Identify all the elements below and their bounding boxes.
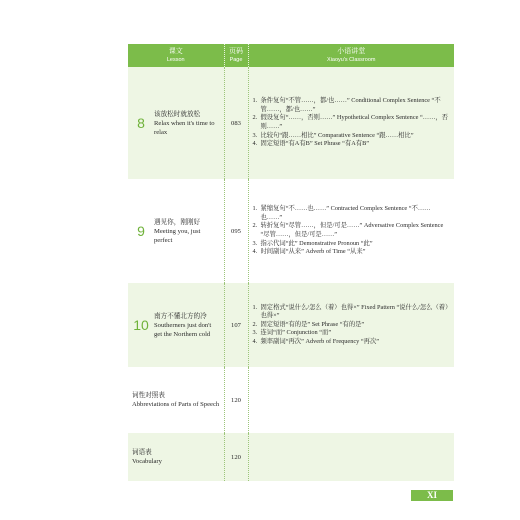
lesson-number: 8 [137,115,145,131]
grammar-points [248,67,454,179]
lesson-title-en: Relax when it's time to relax [154,119,215,136]
appendix-page: 120 [224,433,248,481]
empty-cell [248,433,454,481]
lesson-page: 083 [224,67,248,179]
grammar-point: 2. 转折复句“尽管……，但是/可是……” Adversative Complex Sentence “尽管……，但是/可是……” [252,222,444,238]
appendix-title-zh: 词语表 [132,449,152,456]
grammar-point: 2. 假设复句“……，否则……” Hypothetical Complex Sentence “……，否则……” [252,114,448,130]
lesson-title-zh: 遇见你，刚刚好 [154,218,201,226]
grammar-point: 1. 条件复句“不管……，都/也……” Conditional Complex Sentence “不管……，都/也……” [252,97,441,113]
lesson-number: 9 [137,223,145,239]
lesson-cell [128,67,224,179]
lesson-title-en: Meeting you, just perfect [154,227,201,244]
appendix-title [128,367,224,433]
grammar-point: 1. 固定格式“说什么/怎么（着）也得×” Fixed Pattern “说什么/怎么（着）也得×” [252,303,449,320]
grammar-point: 2. 固定短语“有的是” Set Phrase “有的是” [252,320,365,328]
grammar-point: 4. 频率副词“再次” Adverb of Frequency “再次” [252,337,380,345]
grammar-point: 3. 比较句“跟……相比” Comparative Sentence “跟……相比” [252,131,414,139]
lesson-title-zh: 该放松时就放松 [154,110,201,118]
grammar-point: 3. 连词“而” Conjunction “而” [252,329,332,337]
grammar-point: 4. 固定短语“有A有B” Set Phrase “有A有B” [252,140,370,148]
lesson-cell [128,179,224,283]
lesson-title-zh: 南方不懂北方的冷 [154,312,207,320]
grammar-points [248,283,454,367]
grammar-point: 4. 时间副词“从来” Adverb of Time “从来” [252,248,366,256]
appendix-row [128,367,454,433]
lesson-page: 095 [224,179,248,283]
lesson-row [128,179,454,283]
table-header [128,44,454,67]
lesson-row [128,67,454,179]
appendix-row [128,433,454,481]
lesson-number: 10 [133,317,149,333]
header-lesson: 课文 Lesson [128,44,224,67]
lesson-page: 107 [224,283,248,367]
appendix-title-en: Vocabulary [132,458,162,465]
lesson-title-en: Southerners just don't get the Northern cold [154,321,212,338]
grammar-points [248,179,454,283]
page-number: XI [411,490,453,501]
lesson-row [128,283,454,367]
contents-table [128,44,454,481]
empty-cell [248,367,454,433]
grammar-point: 3. 指示代词“此” Demonstrative Pronoun “此” [252,239,373,247]
appendix-title-en: Abbreviations of Parts of Speech [132,401,220,408]
header-page: 页码 Page [224,44,248,67]
appendix-title-zh: 词性对照表 [132,392,165,399]
appendix-page: 120 [224,367,248,433]
grammar-point: 1. 紧缩复句“不……也……” Contracted Complex Sentence “不……也……” [252,205,431,221]
lesson-cell [128,283,224,367]
header-classroom: 小语讲堂 Xiaoyu's Classroom [248,44,454,67]
appendix-title [128,433,224,481]
